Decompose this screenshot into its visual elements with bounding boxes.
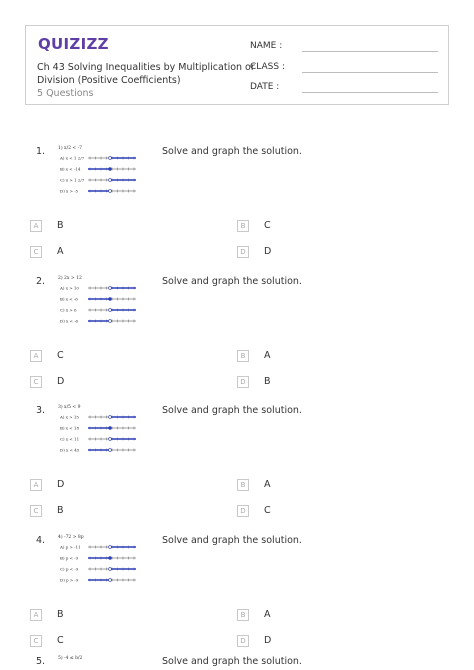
option-value: C [57,635,64,646]
figure-choice-label: B) x < -6 [60,296,78,302]
option-letter-box[interactable]: A [30,220,42,232]
option-value: D [57,376,65,387]
question-figure [58,274,140,329]
figure-choice-label: B) p < -9 [60,555,79,561]
endpoint-dot [109,168,112,171]
figure-choice-label: A) x > 15 [60,414,79,420]
option-letter-box[interactable]: A [30,350,42,362]
option-letter-box[interactable]: C [30,246,42,258]
option-letter-box[interactable]: A [30,479,42,491]
endpoint-dot [109,416,112,419]
endpoint-dot [109,568,112,571]
endpoint-dot [109,309,112,312]
worksheet-header [25,25,449,105]
endpoint-dot [109,298,112,301]
worksheet-title: Ch 43 Solving Inequalities by Multiplication or Division (Positive Coefficients) [37,62,255,86]
option-value: B [57,220,64,231]
option-letter-box[interactable]: B [237,350,249,362]
endpoint-dot [109,579,112,582]
option-letter-box[interactable]: B [237,220,249,232]
question-figure [58,144,140,199]
option-value: A [57,246,64,257]
figure-problem: 4) -72 > 8p [58,535,84,540]
figure-choice-label: A) x > 10 [60,285,79,291]
question-prompt: Solve and graph the solution. [162,535,302,546]
class-label: CLASS : [250,62,285,72]
question-number: 1. [36,146,46,157]
option-value: D [57,479,65,490]
option-letter-box[interactable]: D [237,505,249,517]
question-prompt: Solve and graph the solution. [162,276,302,287]
option-value: C [264,220,271,231]
figure-problem: 1) x/2 < -7 [58,146,82,151]
option-value: C [57,350,64,361]
question-number: 2. [36,276,46,287]
endpoint-dot [109,546,112,549]
figure-choice-label: B) x < -14 [60,166,81,172]
figure-choice-label: C) x < 11 [60,436,80,442]
option-letter-box[interactable]: C [30,635,42,647]
option-value: D [264,635,272,646]
figure-choice-label: B) x < 18 [60,425,80,431]
endpoint-dot [109,190,112,193]
figure-choice-label: D) p > -9 [60,577,79,583]
date-line[interactable] [302,92,438,93]
figure-choice-label: C) x > 6 [60,307,77,313]
name-line[interactable] [302,51,438,52]
question-number: 3. [36,405,46,416]
option-letter-box[interactable]: C [30,505,42,517]
option-value: A [264,350,271,361]
figure-choice-label: D) x < 45 [60,447,80,453]
option-letter-box[interactable]: C [30,376,42,388]
endpoint-dot [109,557,112,560]
figure-problem: 3) x/5 < 9 [58,405,81,410]
option-letter-box[interactable]: A [30,609,42,621]
option-value: B [57,505,64,516]
option-value: D [264,246,272,257]
figure-choice-label: A) p > -11 [60,544,81,550]
question-prompt: Solve and graph the solution. [162,146,302,157]
option-letter-box[interactable]: B [237,609,249,621]
figure-choice-label: D) x > -5 [60,188,79,194]
figure-choice-label: D) x < -6 [60,318,79,324]
option-value: A [264,479,271,490]
name-label: NAME : [250,41,283,51]
date-field[interactable] [250,82,279,92]
class-line[interactable] [302,72,438,73]
option-letter-box[interactable]: D [237,246,249,258]
option-letter-box[interactable]: D [237,376,249,388]
question-prompt: Solve and graph the solution. [162,656,302,667]
figure-choice-label: A) x < 1 2/7 [60,155,85,161]
option-letter-box[interactable]: B [237,479,249,491]
option-value: B [264,376,271,387]
question-figure [58,403,140,458]
question-prompt: Solve and graph the solution. [162,405,302,416]
question-count: 5 Questions [37,88,94,99]
name-field[interactable] [250,41,282,51]
endpoint-dot [109,287,112,290]
endpoint-dot [109,179,112,182]
figure-choice-label: C) x > 1 2/7 [60,177,85,183]
figure-problem: 5) -4 ≤ b/2 [58,656,83,661]
option-value: B [57,609,64,620]
option-value: C [264,505,271,516]
endpoint-dot [109,449,112,452]
question-figure [58,654,140,666]
question-figure [58,533,140,588]
figure-problem: 2) 2x > 12 [58,276,82,281]
endpoint-dot [109,427,112,430]
endpoint-dot [109,157,112,160]
option-value: A [264,609,271,620]
class-field[interactable] [250,62,285,72]
question-number: 5. [36,656,46,667]
option-letter-box[interactable]: D [237,635,249,647]
endpoint-dot [109,438,112,441]
quizizz-logo: QUIZIZZ [38,35,109,53]
question-number: 4. [36,535,46,546]
date-label: DATE : [250,82,280,92]
endpoint-dot [109,320,112,323]
figure-choice-label: C) p < -9 [60,566,79,572]
